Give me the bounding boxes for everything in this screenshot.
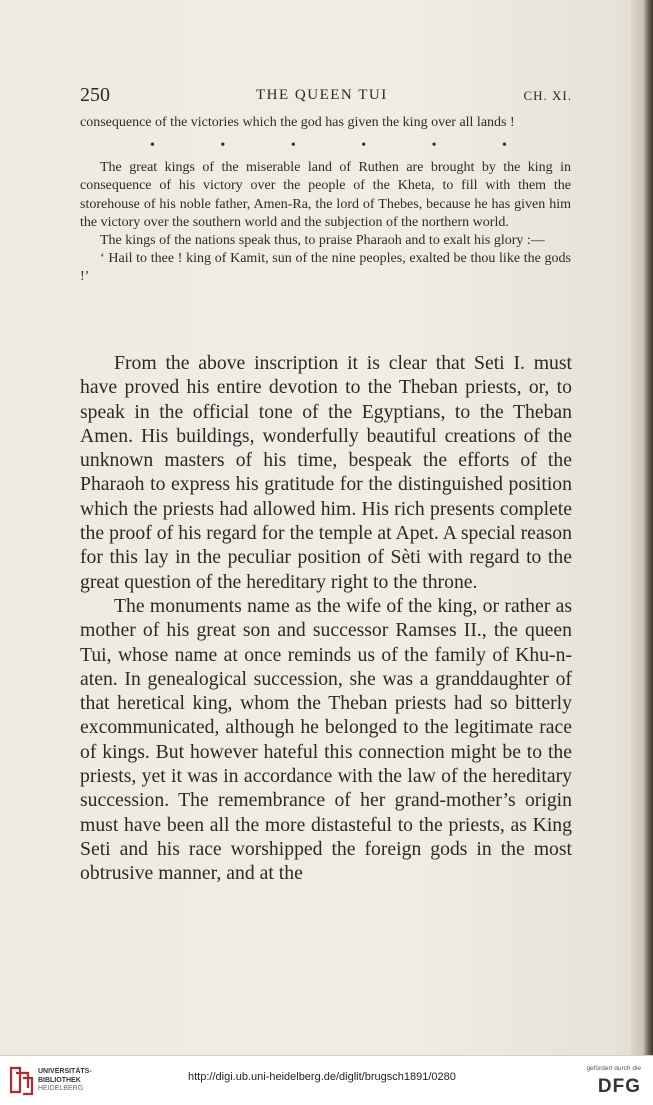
funding-note: gefördert durch die	[586, 1065, 641, 1072]
body-paragraph: The monuments name as the wife of the king, or rather as mother of his great son and successor Ramses II., the queen Tui, whose name at once reminds us of the family of Khu-n-aten. In genealogical succession, she was a granddaughter of that heretical king, whom the Theban priests had so bitterly excommunicated, although he belonged to the legitimate race of kings. But however hateful this connection might be to the priests, yet it was in accordance with the law of the hereditary succession. The remembrance of her grand-mother’s origin must have been all the more distasteful to the priests, as King Seti and his race worshipped the foreign gods in the most obtrusive manner, and at the	[80, 594, 572, 885]
digitization-footer	[0, 1055, 653, 1105]
page-number: 250	[80, 84, 110, 106]
dot: •	[502, 138, 507, 154]
dot: •	[220, 138, 226, 154]
dfg-logo[interactable]: DFG	[597, 1076, 641, 1097]
dot: •	[290, 138, 296, 154]
chapter-label: CH. XI.	[523, 88, 572, 103]
ellipsis-dots	[80, 139, 571, 153]
inscription-quote	[80, 114, 571, 287]
quote-paragraph: ‘ Hail to thee ! king of Kamit, sun of the nine peoples, exalted be thou like the gods !’	[80, 251, 571, 285]
dot: •	[361, 138, 367, 154]
ub-heidelberg-logo-icon[interactable]	[8, 1064, 34, 1096]
library-line: BIBLIOTHEK	[38, 1076, 81, 1084]
quote-paragraph: consequence of the victories which the god has given the king over all lands !	[80, 115, 515, 130]
dot: •	[150, 138, 155, 154]
running-title: THE QUEEN TUI	[256, 87, 388, 103]
body-text	[80, 351, 572, 886]
quote-paragraph: The great kings of the miserable land of Ruthen are brought by the king in consequence of his victory over the people of the Kheta, to fill with them the storehouse of his noble father, Amen-Ra, the lord of Thebes, because he has given him the victory over the southern world and the subjection of the northern world.	[80, 160, 571, 230]
library-line: HEIDELBERG	[38, 1085, 84, 1092]
page-header	[80, 84, 572, 106]
library-line: UNIVERSITÄTS-	[38, 1068, 92, 1075]
library-name[interactable]	[38, 1068, 92, 1094]
page-edge	[631, 0, 653, 1055]
permalink-url[interactable]: http://digi.ub.uni-heidelberg.de/diglit/brugsch1891/0280	[188, 1071, 456, 1083]
quote-paragraph: The kings of the nations speak thus, to praise Pharaoh and to exalt his glory :—	[100, 233, 545, 249]
body-paragraph: From the above inscription it is clear that Seti I. must have proved his entire devotion to the Theban priests, or, to speak in the official tone of the Egyptians, to the Theban Amen. His buildings, wonderfully beautiful creations of the unknown masters of his time, bespeak the efforts of the Pharaoh to express his gratitude for the distinguished position which the priests had allowed him. His rich presents complete the proof of his regard for the temple at Apet. A special reason for this lay in the peculiar position of Sèti with regard to the great question of the hereditary right to the throne.	[80, 352, 572, 593]
dot: •	[431, 138, 437, 154]
